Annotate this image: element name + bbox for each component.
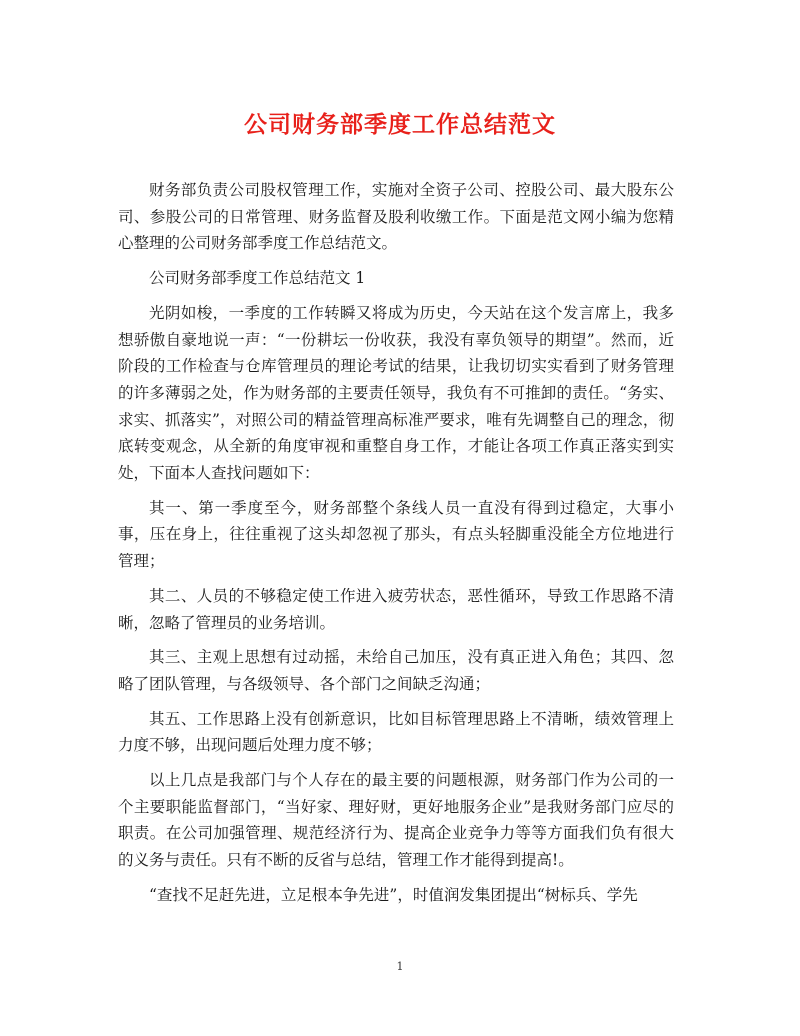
body-paragraph: 以上几点是我部门与个人存在的最主要的问题根源，财务部门作为公司的一个主要职能监督部门，“当好家、理好财，更好地服务企业”是我财务部门应尽的职责。在公司加强管理、规范经济行为、提高企业竞争力等等方面我们负有很大的义务与责任。只有不断的反省与总结，管理工作才能得到提高!。: [118, 771, 674, 870]
body-paragraph: 光阴如梭，一季度的工作转瞬又将成为历史，今天站在这个发言席上，我多想骄傲自豪地说一声：“一份耕坛一份收获，我没有辜负领导的期望”。然而，近阶段的工作检查与仓库管理员的理论考试的结果，让我切切实实看到了财务管理的许多薄弱之处，作为财务部的主要责任领导，我负有不可推卸的责任。“务实、求实、抓落实”，对照公司的精益管理高标准严要求，唯有先调整自己的理念，彻底转变观念，从全新的角度审视和重整自身工作，才能让各项工作真正落实到实处，下面本人查找问题如下：: [118, 303, 674, 483]
body-paragraph: 其二、人员的不够稳定使工作进入疲劳状态，恶性循环，导致工作思路不清晰，忽略了管理员的业务培训。: [118, 586, 674, 632]
document-title: 公司财务部季度工作总结范文: [244, 111, 556, 138]
document-body: [118, 177, 674, 917]
body-paragraph: 其五、工作思路上没有创新意识，比如目标管理思路上不清晰，绩效管理上力度不够，出现问题后处理力度不够；: [118, 709, 674, 755]
intro-paragraph: 财务部负责公司股权管理工作，实施对全资子公司、控股公司、最大股东公司、参股公司的日常管理、财务监督及股利收缴工作。下面是范文网小编为您精心整理的公司财务部季度工作总结范文。: [118, 181, 674, 253]
body-paragraph: 其三、主观上思想有过动摇，未给自己加压，没有真正进入角色；其四、忽略了团队管理，与各级领导、各个部门之间缺乏沟通；: [118, 648, 674, 693]
page-number: 1: [396, 960, 404, 973]
body-paragraph: “查找不足赶先进，立足根本争先进”，时值润发集团提出“树标兵、学先: [149, 885, 638, 904]
section-heading: 公司财务部季度工作总结范文 1: [149, 269, 366, 288]
body-paragraph: 其一、第一季度至今，财务部整个条线人员一直没有得到过稳定，大事小事，压在身上，往往重视了这头却忽视了那头，有点头轻脚重没能全方位地进行管理；: [118, 498, 674, 571]
